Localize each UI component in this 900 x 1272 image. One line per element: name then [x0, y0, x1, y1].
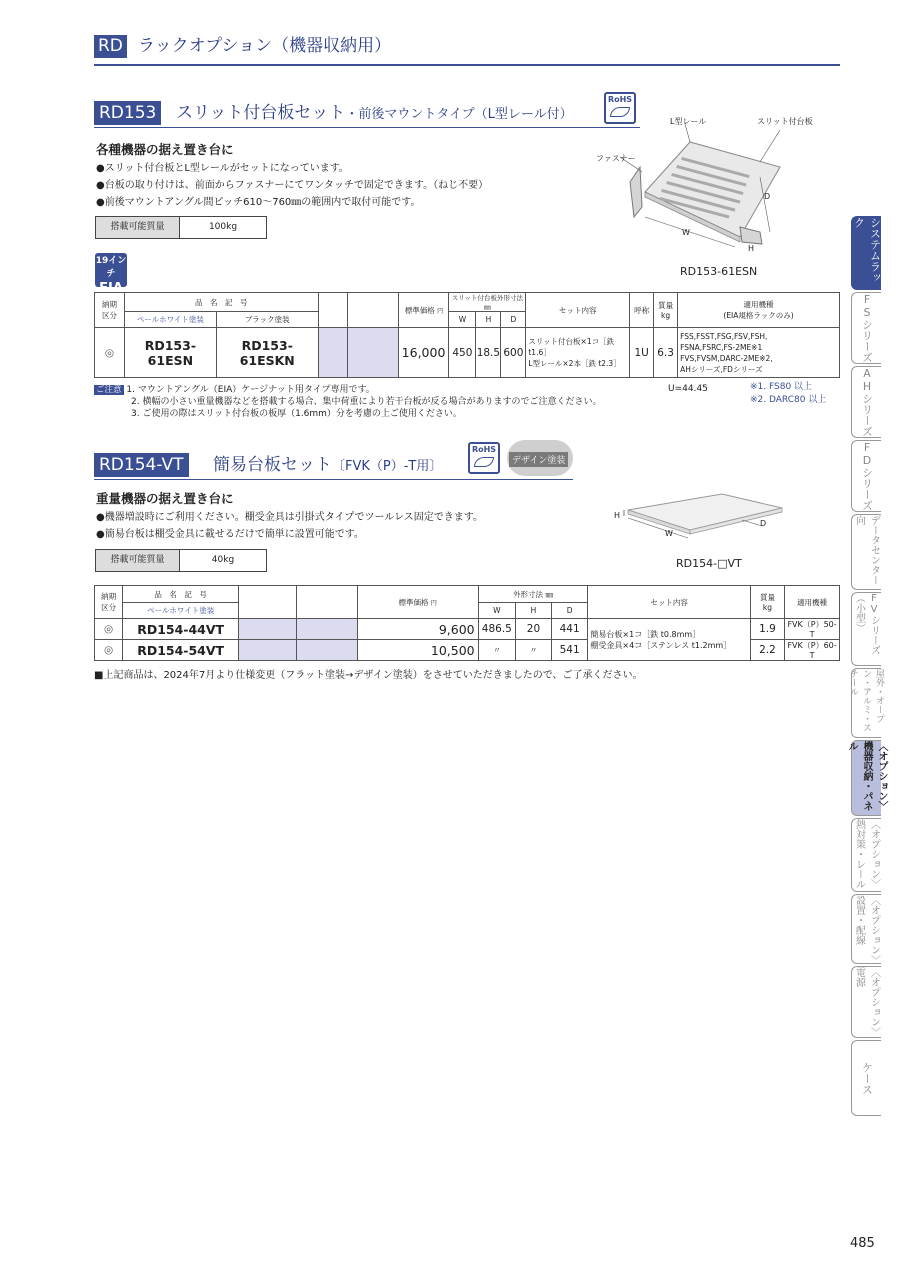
th-blank — [239, 586, 297, 619]
tab-option-power[interactable]: 〈オプション〉電源 — [851, 966, 881, 1038]
rd154-title — [213, 453, 442, 479]
bullet-item: ●機器増設時にご利用ください。棚受金具は引掛式タイプでツールレス固定できます。 — [96, 512, 483, 523]
th-dims: 外形寸法 ㎜ — [478, 586, 588, 603]
eia-19inch-badge — [95, 253, 127, 296]
set-line: 棚受金具×4コ［ステンレス t1.2mm］ — [590, 640, 732, 650]
cell-part: RD154-54VT — [123, 640, 239, 661]
cell-mass: 2.2 — [750, 640, 784, 661]
eia-badge-top: 19インチ — [95, 256, 127, 279]
rd154-bullets — [96, 509, 483, 543]
th-set: セット内容 — [588, 586, 750, 619]
rd153-bullets — [96, 160, 488, 211]
cell-h: 20 — [516, 619, 552, 640]
th-pitch: 呼称 — [630, 293, 654, 328]
tab-case[interactable]: ケース — [851, 1040, 881, 1116]
cell-w: 486.5 — [478, 619, 515, 640]
rd153-rule — [94, 127, 640, 128]
apply-line: FSS,FSST,FSG,FSV,FSH, — [680, 331, 768, 341]
tab-system-rack[interactable]: システムラック — [851, 216, 881, 290]
cell-delivery: ◎ — [95, 640, 123, 661]
cell-blank — [239, 619, 297, 640]
rd153-image-caption: RD153-61ESN — [680, 265, 758, 278]
design-paint-badge — [507, 440, 573, 476]
apply-line: FVS,FVSM,DARC-2ME※2, — [680, 353, 773, 363]
th-blank — [347, 293, 399, 328]
note-item: 3. ご使用の際はスリット付台板の板厚（1.6mm）分を考慮の上ご使用ください。 — [131, 409, 462, 419]
tab-ah-series[interactable]: AHシリーズ — [851, 366, 881, 438]
page-title: ラックオプション（機器収納用） — [138, 36, 392, 56]
label-h: H — [748, 244, 755, 253]
th-apply: 適用機種 — [785, 586, 840, 619]
capacity-value: 100kg — [208, 222, 238, 232]
ref-note: ※2. DARC80 以上 — [750, 395, 827, 405]
th-apply: 適用機種 (EIA規格ラックのみ) — [678, 293, 840, 328]
rd153-tag: RD153 — [94, 101, 161, 125]
tab-option-storage-panel[interactable]: 〈オプション〉機器収納・パネル — [851, 740, 881, 816]
capacity-label: 搭載可能質量 — [96, 550, 180, 571]
rd153-subtitle: 各種機器の据え置き台に — [96, 142, 234, 157]
cell-part: RD154-44VT — [123, 619, 239, 640]
th-delivery: 納期 区分 — [95, 586, 123, 619]
th-price-unit: 円 — [430, 599, 437, 607]
cell-w: 〃 — [478, 640, 515, 661]
th-price — [357, 586, 478, 619]
cell-mass: 6.3 — [654, 328, 678, 378]
th-black: ブラック塗装 — [216, 312, 318, 328]
rd154-footnote: ■上記商品は、2024年7月より仕様変更（フラット塗装→デザイン塗装）をさせていただきましたので、ご了承ください。 — [94, 670, 643, 681]
label-h: H — [614, 511, 621, 520]
tab-fv-series[interactable]: FVシリーズ（小型） — [851, 592, 881, 666]
bullet-item: ●前後マウントアングル間ピッチ610～760㎜の範囲内で取付可能です。 — [96, 197, 421, 208]
cell-blank — [297, 619, 357, 640]
th-part: 品 名 記 号 — [124, 293, 318, 312]
header-rule — [94, 64, 840, 66]
th-blank — [297, 586, 357, 619]
th-delivery: 納期 区分 — [95, 293, 125, 328]
cell-blank — [239, 640, 297, 661]
label-slit-plate: スリット付台板 — [757, 117, 813, 126]
cell-price: 16,000 — [399, 328, 449, 378]
table-row — [95, 328, 840, 378]
label-w: W — [682, 228, 690, 237]
cell-d: 541 — [551, 640, 588, 661]
rohs-label: RoHS — [607, 95, 633, 104]
cell-d: 600 — [501, 328, 526, 378]
note-item: 2. 横幅の小さい重量機器などを搭載する場合、集中荷重により若干台板が反る場合がありますのでご注意ください。 — [131, 397, 602, 407]
caution-tag: ご注意 — [96, 385, 122, 395]
note-item: 1. マウントアングル（EIA）ケージナット用タイプ専用です。 — [126, 385, 375, 395]
rd154-spec-table — [94, 585, 840, 661]
page-number: 485 — [850, 1236, 875, 1251]
eia-badge-bottom: EIA — [99, 281, 123, 296]
rd154-image-caption: RD154-□VT — [676, 557, 742, 570]
rd154-title-main: 簡易台板セット — [213, 455, 332, 475]
th-w: W — [449, 312, 476, 328]
th-d: D — [551, 603, 588, 619]
cell-part-black: RD153-61ESKN — [216, 328, 318, 378]
th-h: H — [516, 603, 552, 619]
rd153-title-sub: ・前後マウントタイプ（L型レール付） — [345, 107, 573, 122]
cell-d: 441 — [551, 619, 588, 640]
rd154-title-sub: 〔FVK（P）-T用〕 — [332, 459, 443, 474]
apply-line: FSNA,FSRC,FS-2ME※1 — [680, 342, 763, 352]
th-h: H — [476, 312, 501, 328]
header-tag: RD — [94, 35, 127, 58]
tab-fd-series[interactable]: FDシリーズ — [851, 440, 881, 512]
th-d: D — [501, 312, 526, 328]
rd153-title — [176, 101, 573, 127]
label-d: D — [764, 192, 771, 201]
apply-line: AHシリーズ,FDシリーズ — [680, 364, 763, 374]
rd154-tag: RD154-VT — [94, 453, 189, 477]
bullet-item: ●台板の取り付けは、前面からファスナーにてワンタッチで固定できます。（ねじ不要） — [96, 180, 489, 191]
rd154-subtitle: 重量機器の据え置き台に — [96, 491, 234, 506]
label-l-rail: L型レール — [670, 117, 707, 126]
tab-data-center[interactable]: データセンター向 — [851, 514, 881, 590]
table-row — [95, 619, 840, 640]
cell-blank — [347, 328, 399, 378]
cell-delivery: ◎ — [95, 619, 123, 640]
tab-option-install-wiring[interactable]: 〈オプション〉設置・配線 — [851, 894, 881, 964]
cell-set — [588, 619, 750, 661]
capacity-value: 40kg — [211, 555, 235, 565]
cell-part-pale: RD153-61ESN — [124, 328, 216, 378]
th-pale: ペールホワイト塗装 — [124, 312, 216, 328]
cell-apply — [678, 328, 840, 378]
th-dims: スリット付台板外形寸法 ㎜ — [449, 293, 526, 312]
tab-outdoor-open[interactable]: 屋外・オープン・アルミ・スチール — [851, 668, 881, 738]
th-mass: 質量 kg — [750, 586, 784, 619]
th-set: セット内容 — [526, 293, 630, 328]
set-line: 簡易台板×1コ［鉄 t0.8mm］ — [590, 629, 701, 639]
th-price-label: 標準価格 — [398, 597, 429, 607]
bullet-item: ●簡易台板は棚受金具に載せるだけで簡単に設置可能です。 — [96, 529, 364, 540]
ref-note: ※1. FS80 以上 — [750, 382, 813, 392]
rd153-title-main: スリット付台板セット — [176, 103, 346, 123]
th-w: W — [478, 603, 515, 619]
label-fastener: ファスナー — [596, 154, 636, 163]
cell-w: 450 — [449, 328, 476, 378]
th-price-label: 標準価格 — [404, 305, 435, 315]
tab-fs-series[interactable]: FSシリーズ — [851, 292, 881, 364]
rd154-rule — [94, 479, 573, 480]
leaf-icon — [474, 457, 494, 467]
cell-apply: FVK（P）50-T — [785, 619, 840, 640]
cell-pitch: 1U — [630, 328, 654, 378]
th-mass: 質量 kg — [654, 293, 678, 328]
rd153-notes — [94, 384, 601, 420]
rd153-product-image — [590, 112, 790, 262]
cell-delivery: ◎ — [95, 328, 125, 378]
cell-blank — [318, 328, 347, 378]
rd153-capacity — [95, 216, 267, 239]
label-w: W — [665, 529, 673, 538]
cell-h: 18.5 — [476, 328, 501, 378]
cell-blank — [297, 640, 357, 661]
set-line: L型レール×2本［鉄 t2.3］ — [528, 359, 621, 368]
cell-set — [526, 328, 630, 378]
cell-h: 〃 — [516, 640, 552, 661]
th-part: 品 名 記 号 — [123, 586, 239, 603]
rohs-label: RoHS — [471, 445, 497, 454]
th-price-unit: 円 — [437, 307, 444, 315]
rohs-badge — [468, 442, 500, 474]
cell-mass: 1.9 — [750, 619, 784, 640]
cell-price: 10,500 — [357, 640, 478, 661]
set-line: スリット付台板×1コ［鉄 t1.6］ — [528, 337, 615, 357]
bullet-item: ●スリット付台板とL型レールがセットになっています。 — [96, 163, 349, 174]
rd154-capacity — [95, 549, 267, 572]
tab-option-heat-rail[interactable]: 〈オプション〉熱対策・レール — [851, 818, 881, 892]
th-pale: ペールホワイト塗装 — [123, 603, 239, 619]
capacity-label: 搭載可能質量 — [96, 217, 180, 238]
th-price — [399, 293, 449, 328]
rd153-spec-table — [94, 292, 840, 378]
design-paint-label: デザイン塗装 — [509, 452, 568, 467]
label-d: D — [760, 519, 767, 528]
cell-apply: FVK（P）60-T — [785, 640, 840, 661]
u-note: U=44.45 — [668, 384, 708, 394]
th-blank — [318, 293, 347, 328]
cell-price: 9,600 — [357, 619, 478, 640]
